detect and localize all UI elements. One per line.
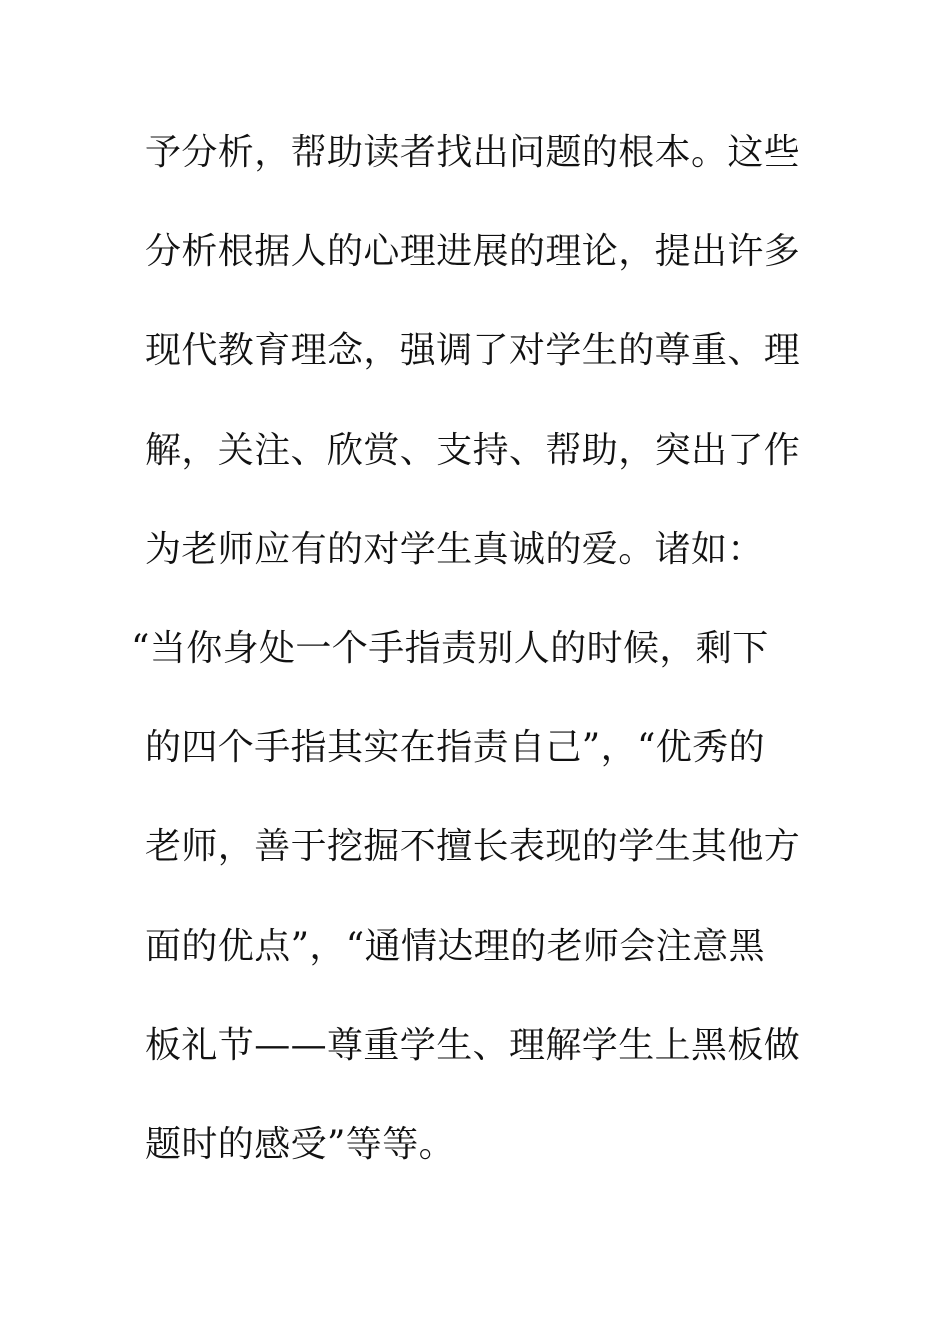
text-line-11: 题时的感受”等等。 <box>145 1123 456 1165</box>
text-line-8: 老师，善于挖掘不擅长表现的学生其他方 <box>145 826 801 868</box>
text-line-3: 现代教育理念，强调了对学生的尊重、理 <box>145 330 801 372</box>
text-line-6: “当你身处一个手指责别人的时候，剩下 <box>131 627 769 669</box>
text-line-1: 予分析，帮助读者找出问题的根本。这些 <box>145 132 801 173</box>
body-text <box>131 128 801 1219</box>
text-line-7: 的四个手指其实在指责自己”，“优秀的 <box>145 727 766 769</box>
text-line-10: 板礼节——尊重学生、理解学生上黑板做 <box>145 1024 801 1066</box>
text-line-5: 为老师应有的对学生真诚的爱。诸如： <box>145 528 764 570</box>
text-line-9: 面的优点”，“通情达理的老师会注意黑 <box>145 925 766 967</box>
text-line-2: 分析根据人的心理进展的理论，提出许多 <box>145 231 801 273</box>
text-line-4: 解，关注、欣赏、支持、帮助，突出了作 <box>145 429 801 471</box>
